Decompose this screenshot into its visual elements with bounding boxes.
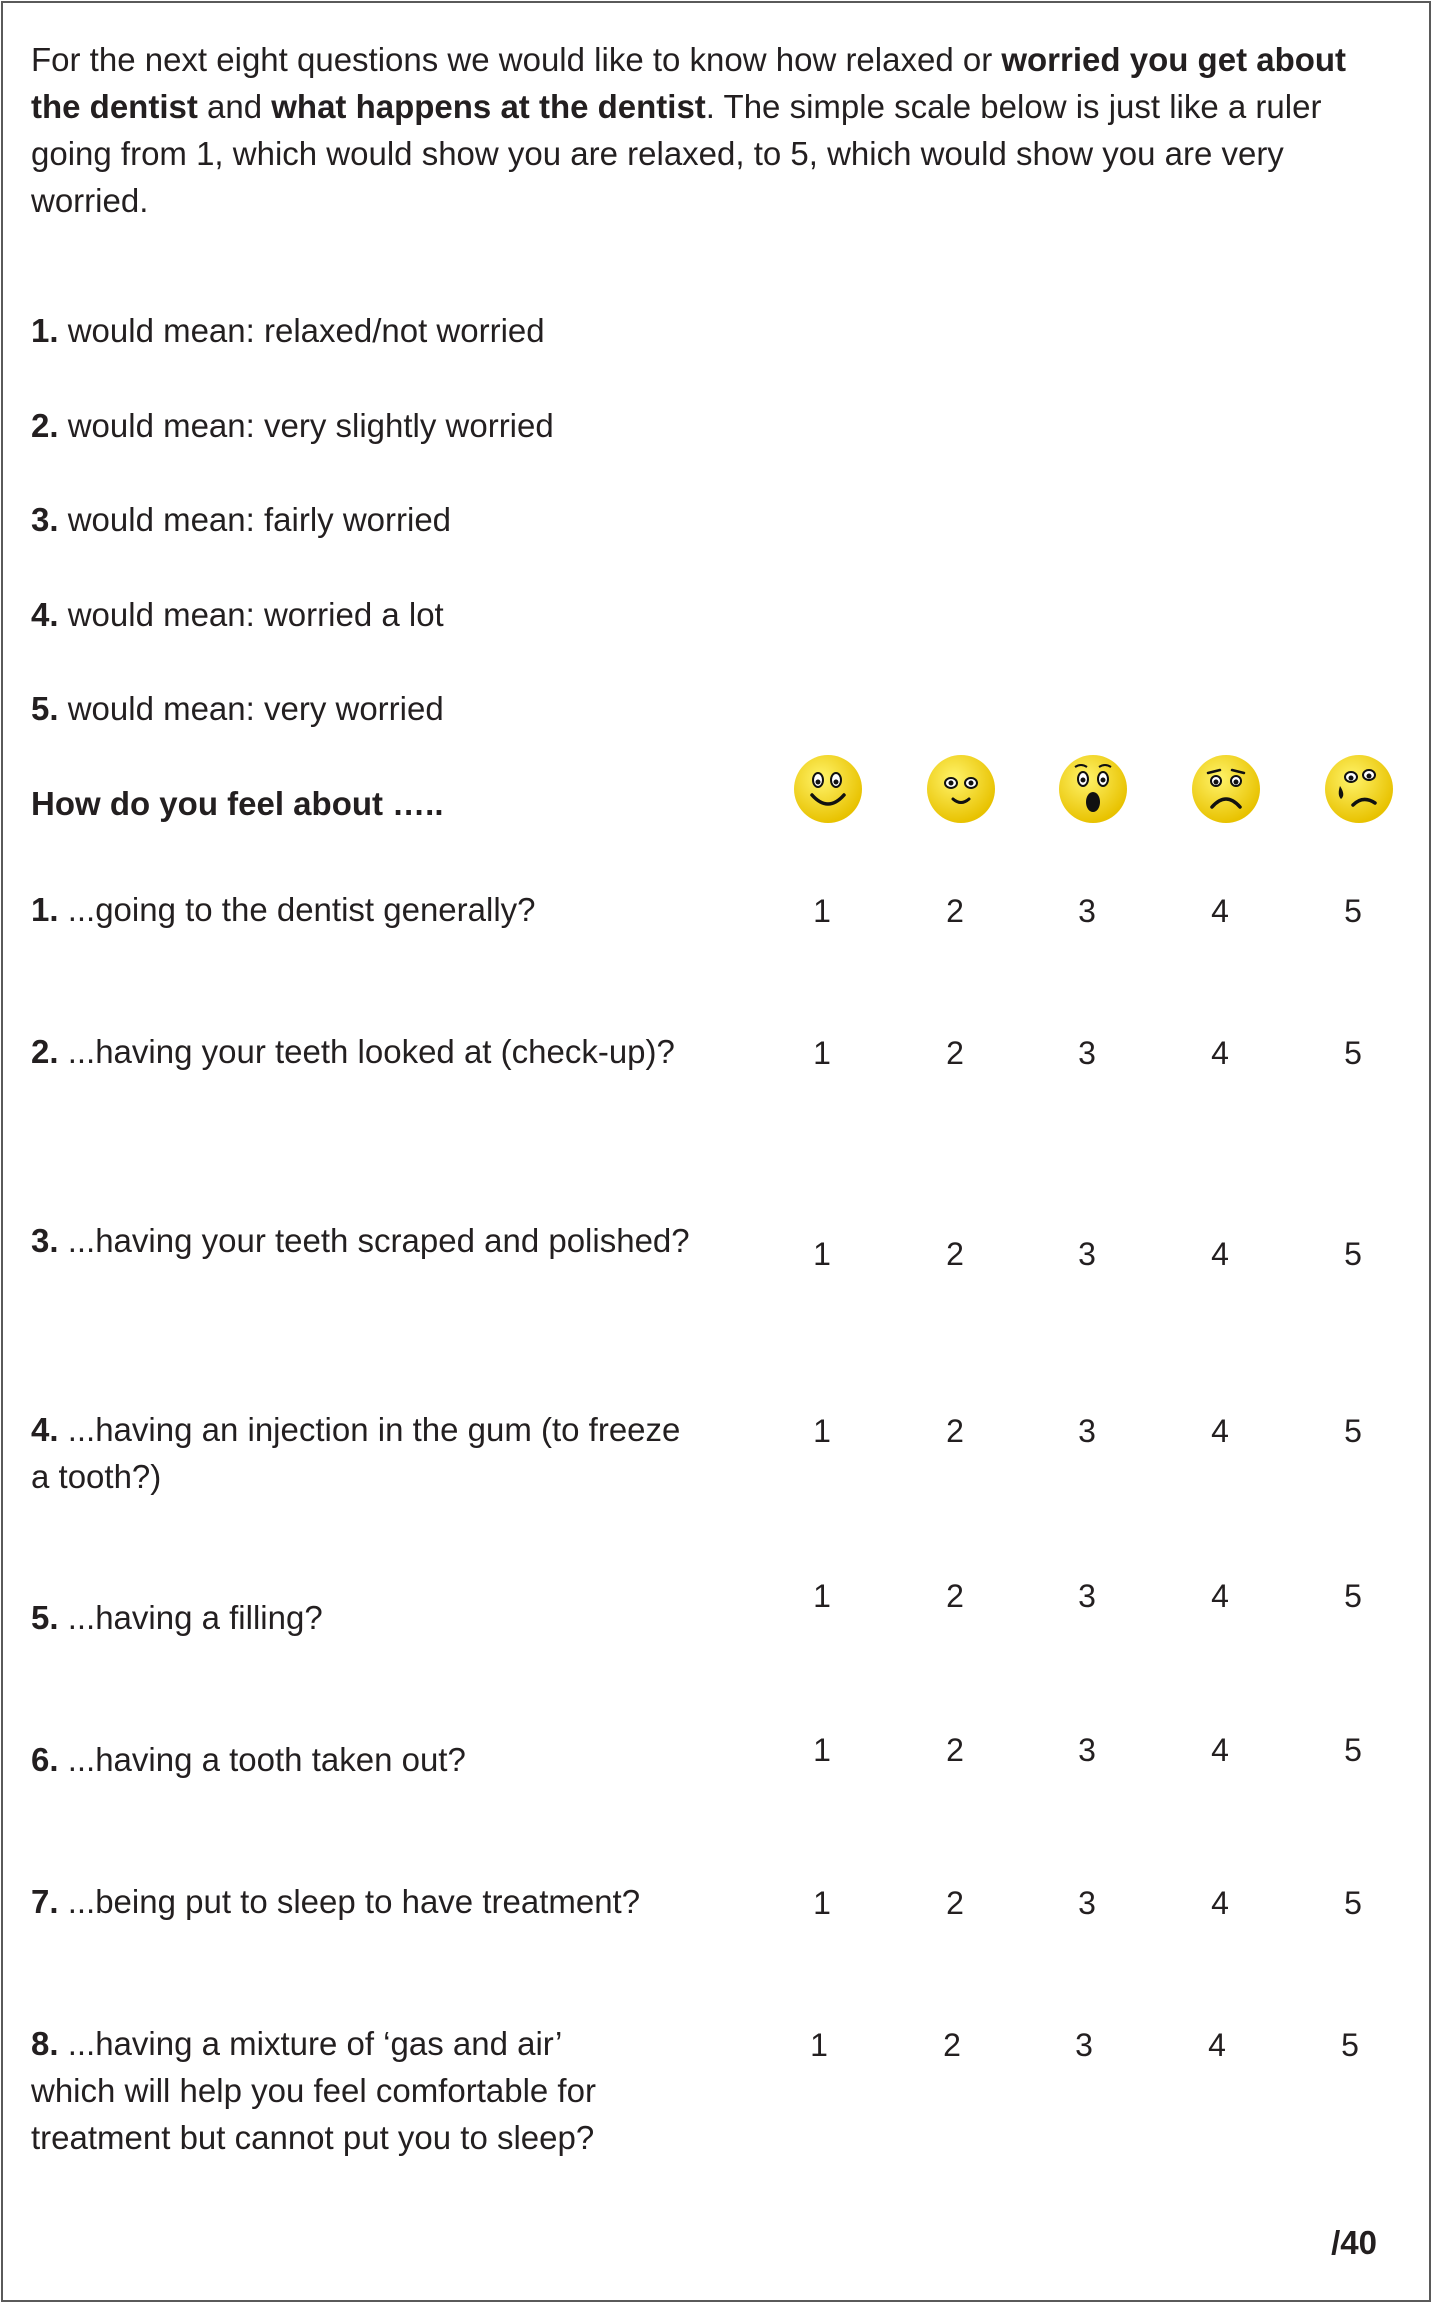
rating-option[interactable]: 4 — [1211, 1732, 1229, 1768]
rating-option[interactable]: 2 — [946, 1035, 964, 1071]
rating-option[interactable]: 3 — [1078, 1732, 1096, 1768]
rating-option[interactable]: 1 — [813, 1236, 831, 1272]
rating-option[interactable]: 5 — [1344, 1236, 1362, 1272]
question-6: 6. ...having a tooth taken out? — [31, 1741, 466, 1778]
rating-option[interactable]: 5 — [1344, 1035, 1362, 1071]
rating-option[interactable]: 3 — [1078, 1035, 1096, 1071]
scale-legend-1: 1. would mean: relaxed/not worried — [31, 312, 545, 349]
rating-option[interactable]: 3 — [1078, 1885, 1096, 1921]
rating-option[interactable]: 2 — [946, 1578, 964, 1614]
scale-legend-4: 4. would mean: worried a lot — [31, 596, 444, 633]
question-3: 3. ...having your teeth scraped and polished? — [31, 1222, 690, 1259]
question-4: 4. ...having an injection in the gum (to freeze a tooth?) — [31, 1411, 681, 1495]
rating-option[interactable]: 1 — [813, 1578, 831, 1614]
crying-face-icon — [1323, 753, 1395, 825]
rating-option[interactable]: 4 — [1211, 893, 1229, 929]
question-1: 1. ...going to the dentist generally? — [31, 891, 536, 928]
rating-option[interactable]: 1 — [810, 2027, 828, 2063]
rating-option[interactable]: 2 — [943, 2027, 961, 2063]
rating-option[interactable]: 2 — [946, 1236, 964, 1272]
rating-option[interactable]: 1 — [813, 1732, 831, 1768]
total-score: /40 — [1331, 2224, 1377, 2261]
rating-option[interactable]: 1 — [813, 1035, 831, 1071]
rating-option[interactable]: 5 — [1344, 1413, 1362, 1449]
rating-option[interactable]: 5 — [1344, 1578, 1362, 1614]
scale-legend-5: 5. would mean: very worried — [31, 690, 444, 727]
intro-paragraph: For the next eight questions we would like to know how relaxed or worried you get about the dentist and what happens at the dentist. The simple scale below is just like a ruler going from 1, which would show you are relaxed, to 5, which would show you are very worried. — [31, 41, 1347, 219]
how-do-you-feel-heading: How do you feel about ….. — [31, 785, 444, 822]
frowning-face-icon — [1190, 753, 1262, 825]
rating-option[interactable]: 2 — [946, 893, 964, 929]
question-2: 2. ...having your teeth looked at (check-up)? — [31, 1033, 675, 1070]
rating-option[interactable]: 2 — [946, 1885, 964, 1921]
rating-option[interactable]: 1 — [813, 893, 831, 929]
rating-option[interactable]: 4 — [1208, 2027, 1226, 2063]
question-8: 8. ...having a mixture of ‘gas and air’ which will help you feel comfortable for treatment but cannot put you to sleep? — [31, 2025, 596, 2156]
rating-option[interactable]: 4 — [1211, 1578, 1229, 1614]
rating-option[interactable]: 2 — [946, 1413, 964, 1449]
rating-option[interactable]: 3 — [1078, 1413, 1096, 1449]
rating-option[interactable]: 5 — [1344, 1885, 1362, 1921]
rating-option[interactable]: 5 — [1344, 893, 1362, 929]
rating-option[interactable]: 1 — [813, 1885, 831, 1921]
rating-option[interactable]: 3 — [1078, 1236, 1096, 1272]
rating-option[interactable]: 4 — [1211, 1035, 1229, 1071]
question-7: 7. ...being put to sleep to have treatment? — [31, 1883, 641, 1920]
rating-option[interactable]: 3 — [1075, 2027, 1093, 2063]
rating-option[interactable]: 4 — [1211, 1236, 1229, 1272]
rating-option[interactable]: 5 — [1344, 1732, 1362, 1768]
rating-option[interactable]: 5 — [1341, 2027, 1359, 2063]
question-5: 5. ...having a filling? — [31, 1599, 323, 1636]
rating-option[interactable]: 3 — [1078, 893, 1096, 929]
scale-legend-3: 3. would mean: fairly worried — [31, 501, 452, 538]
smiling-face-icon — [792, 753, 864, 825]
surprised-face-icon — [1057, 753, 1129, 825]
scale-legend-2: 2. would mean: very slightly worried — [31, 407, 554, 444]
rating-option[interactable]: 1 — [813, 1413, 831, 1449]
rating-option[interactable]: 2 — [946, 1732, 964, 1768]
slightly-smiling-face-icon — [925, 753, 997, 825]
rating-option[interactable]: 3 — [1078, 1578, 1096, 1614]
rating-option[interactable]: 4 — [1211, 1885, 1229, 1921]
rating-option[interactable]: 4 — [1211, 1413, 1229, 1449]
